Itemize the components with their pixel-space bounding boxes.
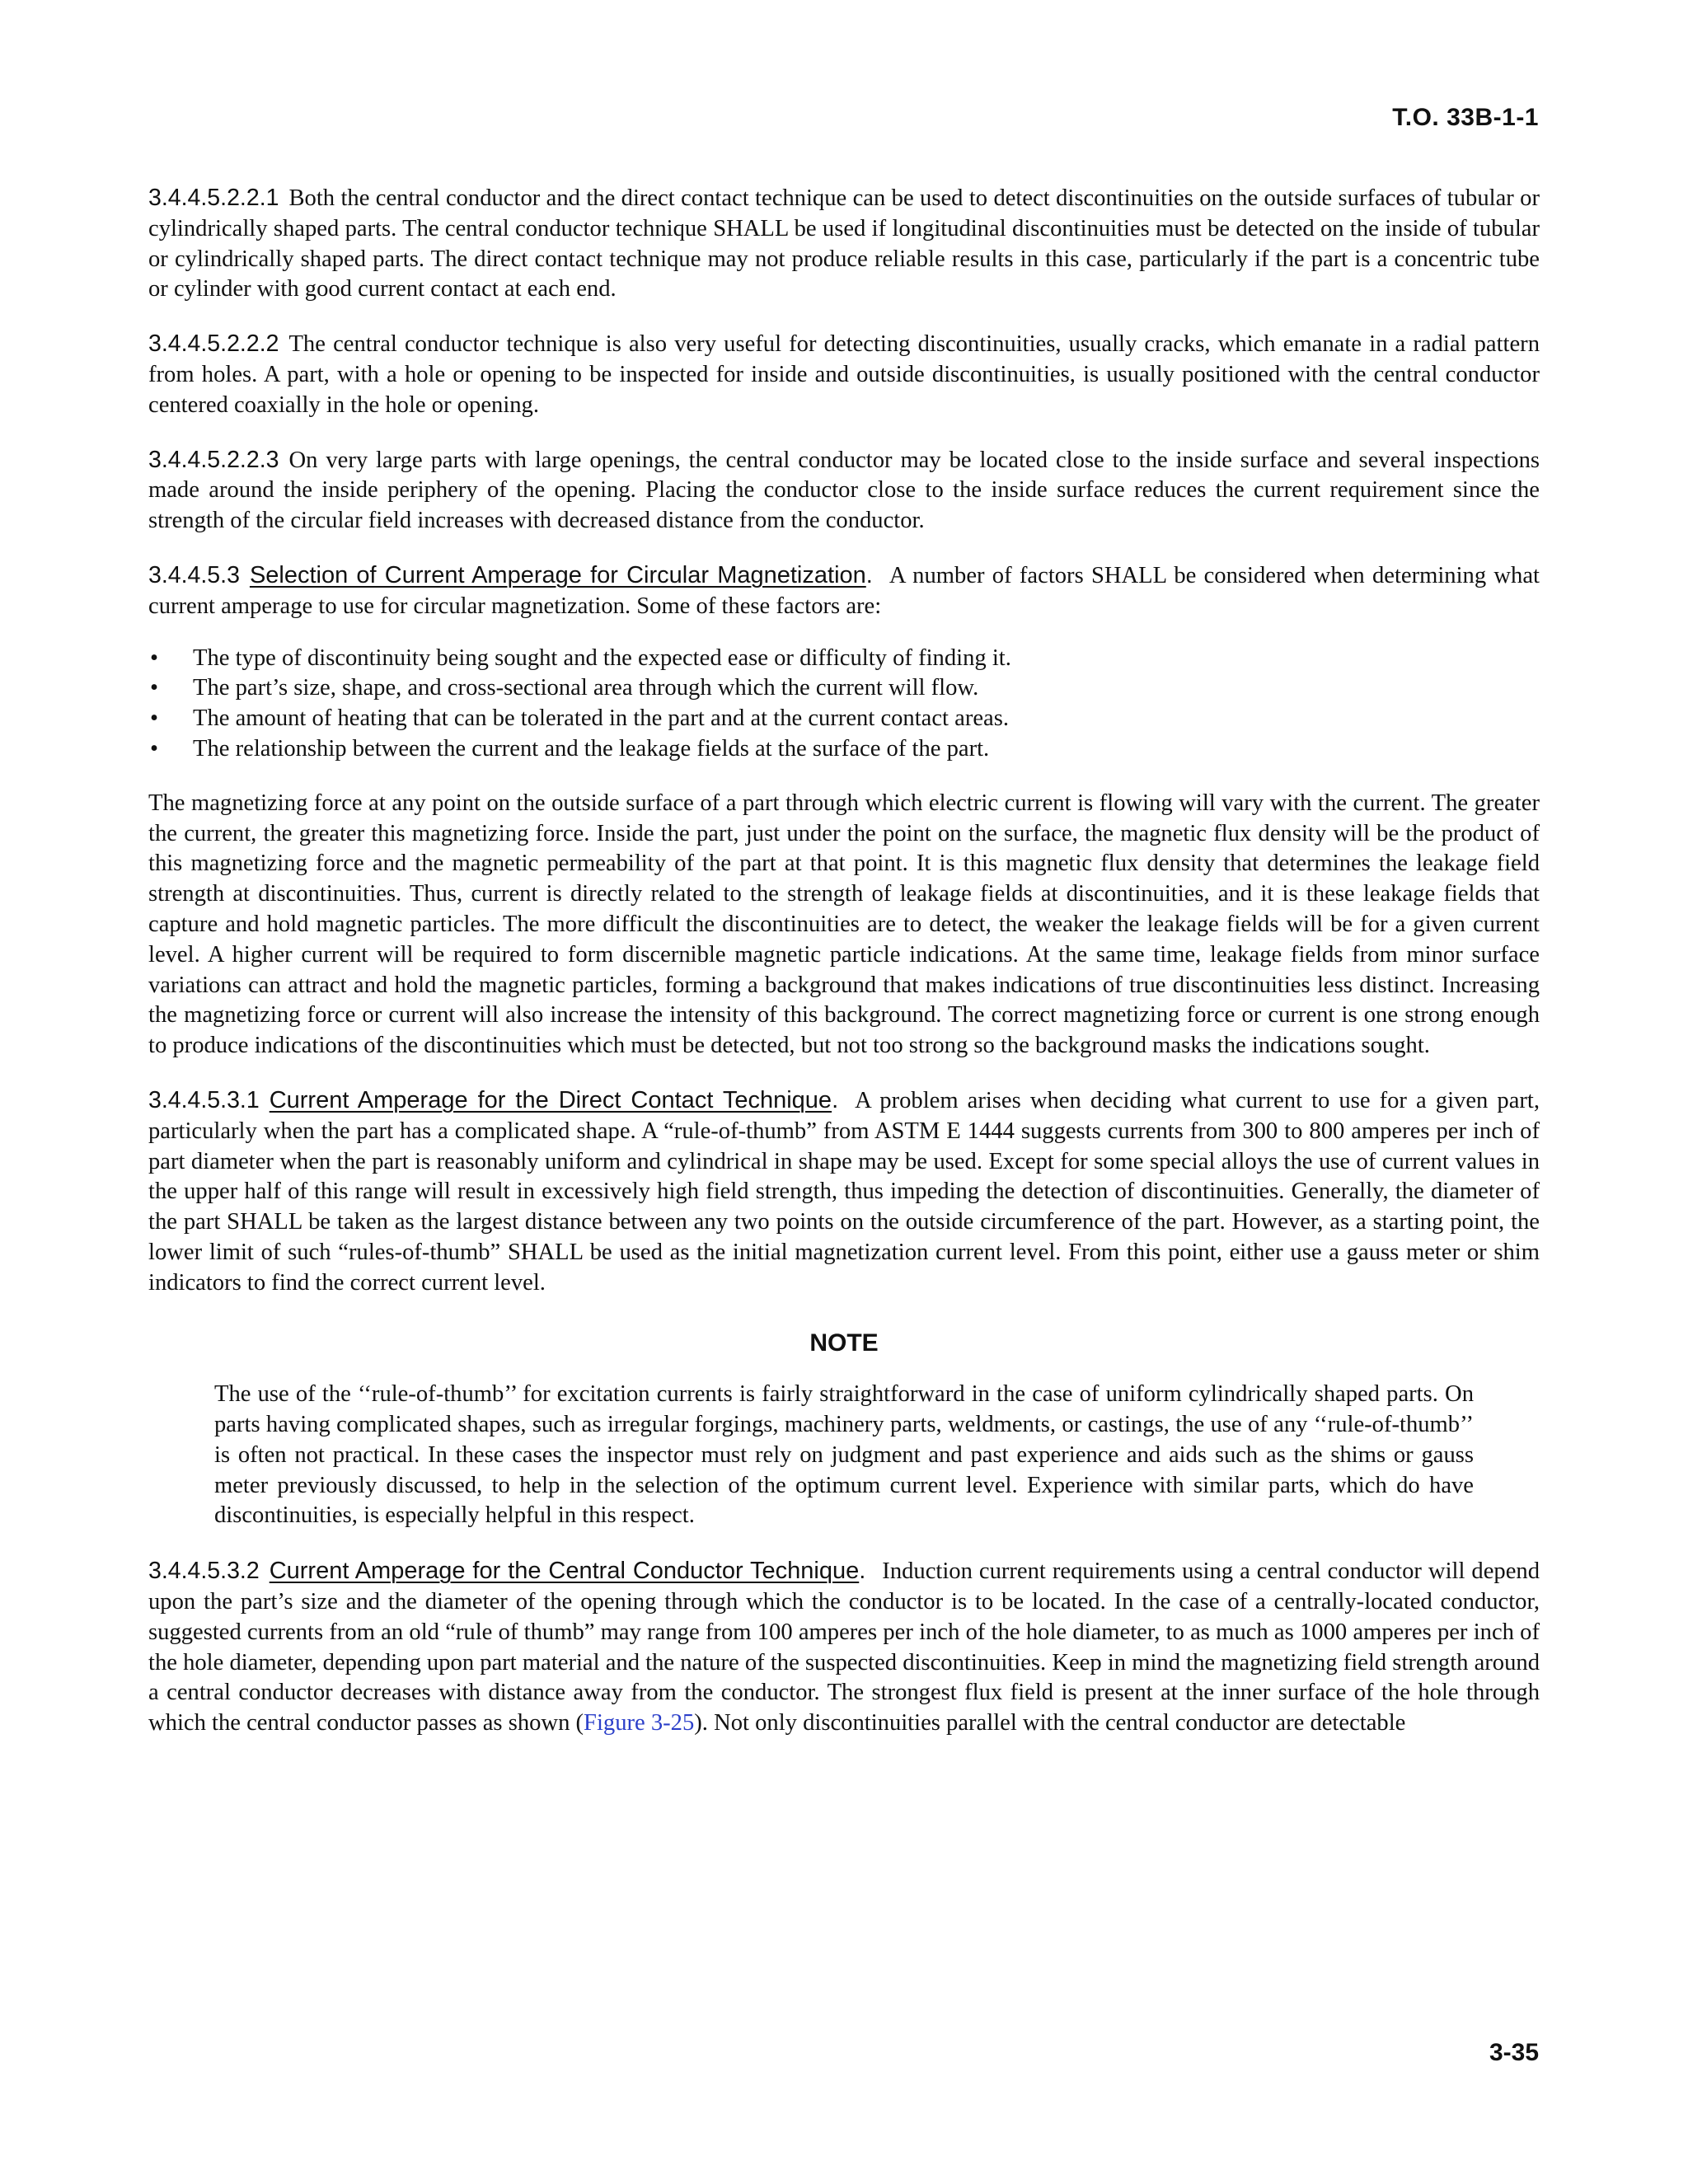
section-number: 3.4.4.5.3 xyxy=(148,561,240,588)
list-item xyxy=(148,673,1540,704)
bullet-icon: • xyxy=(150,735,159,762)
section-3-4-4-5-3 xyxy=(148,560,1540,622)
bullet-icon: • xyxy=(150,675,159,701)
section-3-4-4-5-3-1 xyxy=(148,1085,1540,1299)
list-item xyxy=(148,734,1540,765)
list-item-text: The type of discontinuity being sought and the expected ease or difficulty of finding it. xyxy=(193,644,1011,671)
section-title: Selection of Current Amperage for Circular Magnetization xyxy=(249,561,866,588)
paragraph-number: 3.4.4.5.2.2.3 xyxy=(148,446,279,473)
bullet-icon: • xyxy=(150,644,159,671)
document-id: T.O. 33B-1-1 xyxy=(1392,104,1539,131)
section-number: 3.4.4.5.3.2 xyxy=(148,1558,260,1585)
paragraph-3-4-4-5-2-2-1 xyxy=(148,183,1540,305)
section-title: Current Amperage for the Central Conductor Technique xyxy=(269,1558,860,1585)
list-item-text: The relationship between the current and the leakage fields at the surface of the part. xyxy=(193,735,990,762)
section-3-4-4-5-3-2 xyxy=(148,1556,1540,1739)
paragraph-number: 3.4.4.5.2.2.1 xyxy=(148,185,279,211)
section-title-period: . xyxy=(859,1558,866,1585)
section-text: A problem arises when deciding what current to use for a given part, particularly when the part has a complicated shape. A “rule-of-thumb” from ASTM E 1444 suggests currents from 300 to 800 amperes per inch of part diameter when the part is reasonably uniform and cylindrical in shape may be used. Except for some special alloys the use of current values in the upper half of this range will result in excessively high field strength, thus impeding the detection of discontinuities. Generally, the diameter of the part SHALL be taken as the largest distance between any two points on the outside circumference of the part. However, as a starting point, the lower limit of such “rules-of-thumb” SHALL be used as the initial magnetization current level. From this point, either use a gauss meter or shim indicators to find the correct current level. xyxy=(148,1087,1540,1296)
paragraph-3-4-4-5-2-2-2 xyxy=(148,329,1540,420)
section-heading xyxy=(148,1558,865,1584)
list-item-text: The amount of heating that can be tolerated in the part and at the current contact areas. xyxy=(193,705,1010,732)
list-item xyxy=(148,644,1540,674)
list-item-text: The part’s size, shape, and cross-sectional area through which the current will flow. xyxy=(193,675,979,701)
section-title-period: . xyxy=(865,561,873,588)
section-title: Current Amperage for the Direct Contact Technique xyxy=(269,1086,832,1113)
section-text: A number of factors SHALL be considered when determining what current amperage to use for circular magnetization. Some of these factors are: xyxy=(148,562,1540,619)
page-number: 3-35 xyxy=(1489,2039,1539,2066)
section-title-period: . xyxy=(832,1086,839,1113)
paragraph-text: Both the central conductor and the direct contact technique can be used to detect discontinuities on the outside surfaces of tubular or cylindrically shaped parts. The central conductor technique SHALL be used if longitudinal discontinuities must be detected on the inside of tubular or cylindrically shaped parts. The direct contact technique may not produce reliable results in this case, particularly if the part is a concentric tube or cylinder with good current contact at each end. xyxy=(148,185,1540,302)
section-number: 3.4.4.5.3.1 xyxy=(148,1086,260,1113)
note-body: The use of the ‘‘rule-of-thumb’’ for excitation currents is fairly straightforward in the case of uniform cylindrically shaped parts. On parts having complicated shapes, such as irregular forgings, machinery parts, weldments, or castings, the use of any ‘‘rule-of-thumb’’ is often not practical. In these cases the inspector must rely on judgment and past experience and aids such as the shims or gauss meter previously discussed, to help in the selection of the optimum current level. Experience with similar parts, which do have discontinuities, is especially helpful in this respect. xyxy=(214,1381,1474,1529)
paragraph-text: The magnetizing force at any point on the outside surface of a part through which electric current is flowing will vary with the current. The greater the current, the greater this magnetizing force. Inside the part, just under the point on the surface, the magnetic flux density will be the product of this magnetizing force and the magnetic permeability of the part at that point. It is this magnetic flux density that determines the leakage field strength at discontinuities. Thus, current is directly related to the strength of leakage fields at discontinuities, and it is these leakage fields that capture and hold magnetic particles. The more difficult the discontinuities are to detect, the weaker the leakage fields will be for a given current level. A higher current will be required to form discernible magnetic particle indications. At the same time, leakage fields from minor surface variations can attract and hold the magnetic particles, forming a background that makes indications of true discontinuities less distinct. Increasing the magnetizing force or current will also increase the intensity of this background. The correct magnetizing force or current is one strong enough to produce indications of the discontinuities which must be detected, but not too strong so the background masks the indications sought. xyxy=(148,790,1540,1059)
paragraph-3-4-4-5-2-2-3 xyxy=(148,445,1540,537)
paragraph-text: The central conductor technique is also very useful for detecting discontinuities, usually cracks, which emanate in a radial pattern from holes. A part, with a hole or opening to be inspected for inside and outside discontinuities, is usually positioned with the central conductor centered coaxially in the hole or opening. xyxy=(148,331,1540,418)
section-text: Induction current requirements using a central conductor will depend upon the part’s size and the diameter of the opening through which the conductor is to be located. In the case of a centrally-located conductor, suggested currents from an old “rule of thumb” may range from 100 amperes per inch of the hole diameter, to as much as 1000 amperes per inch of the hole diameter, depending upon part material and the nature of the suspected discontinuities. Keep in mind the magnetizing field strength around a central conductor decreases with distance away from the conductor. The strongest flux field is present at the inner surface of the hole through which the central conductor passes as shown ( xyxy=(148,1558,1540,1736)
bullet-icon: • xyxy=(150,705,159,732)
document-body xyxy=(148,183,1540,1763)
note-title: NOTE xyxy=(809,1329,879,1357)
list-item xyxy=(148,704,1540,734)
paragraph-text: On very large parts with large openings, the central conductor may be located close to the inside surface and several inspections made around the inside periphery of the opening. Placing the conductor close to the inside surface reduces the current requirement since the strength of the circular field increases with decreased distance from the conductor. xyxy=(148,447,1540,534)
section-heading xyxy=(148,1087,838,1113)
paragraph-magnetizing-force xyxy=(148,789,1540,1062)
paragraph-number: 3.4.4.5.2.2.2 xyxy=(148,330,279,358)
factor-list xyxy=(148,644,1540,765)
section-text-continued: ). Not only discontinuities parallel with the central conductor are detectable xyxy=(694,1710,1406,1736)
figure-3-25-link[interactable]: Figure 3-25 xyxy=(584,1710,695,1736)
section-heading xyxy=(148,562,873,588)
